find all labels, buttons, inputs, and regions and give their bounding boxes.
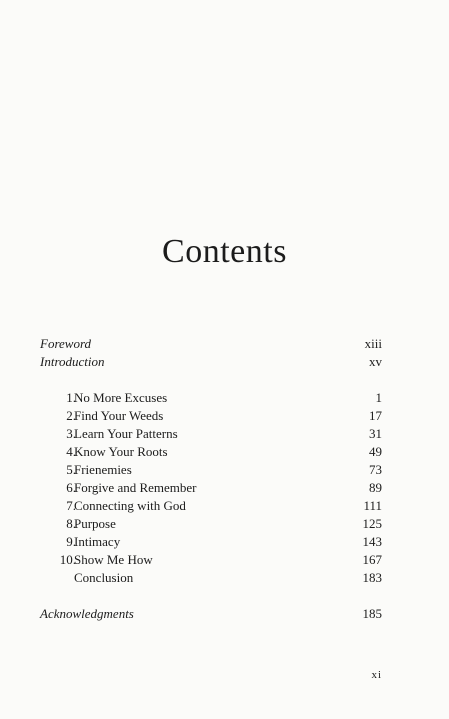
page-title: Contents	[162, 233, 287, 270]
toc-entry-title: Show Me How	[74, 552, 153, 567]
toc-entry-page: 111	[363, 498, 382, 513]
toc-entry-number: 10.	[59, 552, 76, 567]
toc-entry-page: 125	[362, 516, 382, 531]
toc-entry-title: Acknowledgments	[40, 606, 134, 621]
toc-entry-chapter-2[interactable]	[40, 407, 382, 425]
toc-entry-title: Forgive and Remember	[74, 480, 197, 495]
toc-entry-number: 7.	[66, 498, 76, 513]
toc-entry-title: Intimacy	[74, 534, 121, 549]
toc-entry-number: 3.	[66, 426, 76, 441]
toc-entry-chapter-8[interactable]	[40, 515, 382, 533]
toc-entry-page: 31	[369, 426, 382, 441]
toc-entry-page: 49	[369, 444, 382, 459]
page-number: xi	[371, 669, 382, 681]
toc-entry-chapter-9[interactable]	[40, 533, 382, 551]
toc-entry-chapter-4[interactable]	[40, 443, 382, 461]
toc-entry-conclusion[interactable]	[40, 569, 382, 587]
toc-entry-title: Know Your Roots	[74, 444, 168, 459]
toc-entry-page: 89	[369, 480, 382, 495]
toc-entry-page: 185	[362, 606, 382, 621]
toc-entry-number: 8.	[66, 516, 76, 531]
toc-entry-title: Learn Your Patterns	[74, 426, 178, 441]
toc-entry-title: Foreword	[40, 336, 92, 351]
toc-entry-title: Find Your Weeds	[74, 408, 164, 423]
toc-entry-title: Purpose	[74, 516, 116, 531]
toc-entry-number: 9.	[66, 534, 76, 549]
toc-entry-foreword[interactable]	[40, 335, 382, 353]
toc-entry-page: 17	[369, 408, 382, 423]
toc-entry-number: 2.	[66, 408, 76, 423]
toc-entry-title: Conclusion	[74, 570, 134, 585]
toc-entry-chapter-6[interactable]	[40, 479, 382, 497]
toc-entry-chapter-3[interactable]	[40, 425, 382, 443]
toc-entry-page: xv	[369, 354, 382, 369]
toc-entry-title: Connecting with God	[74, 498, 186, 513]
toc-entry-chapter-7[interactable]	[40, 497, 382, 515]
toc-entry-page: 167	[362, 552, 382, 567]
toc-entry-number: 1.	[66, 390, 76, 405]
toc-entry-page: 1	[375, 390, 382, 405]
toc-entry-acknowledgments[interactable]	[40, 605, 382, 623]
toc-entry-title: Frienemies	[74, 462, 132, 477]
toc-entry-title: Introduction	[40, 354, 105, 369]
toc-entry-introduction[interactable]	[40, 353, 382, 371]
toc-entry-page: 143	[362, 534, 382, 549]
toc-entry-chapter-1[interactable]	[40, 389, 382, 407]
toc-entry-number: 5.	[66, 462, 76, 477]
toc-entry-number: 6.	[66, 480, 76, 495]
toc-entry-page: 73	[369, 462, 382, 477]
toc-entry-title: No More Excuses	[74, 390, 168, 405]
toc-entry-page: 183	[362, 570, 382, 585]
toc-entry-number: 4.	[66, 444, 76, 459]
toc-entry-chapter-5[interactable]	[40, 461, 382, 479]
toc-entry-page: xiii	[364, 336, 382, 351]
toc-entry-chapter-10[interactable]	[40, 551, 382, 569]
